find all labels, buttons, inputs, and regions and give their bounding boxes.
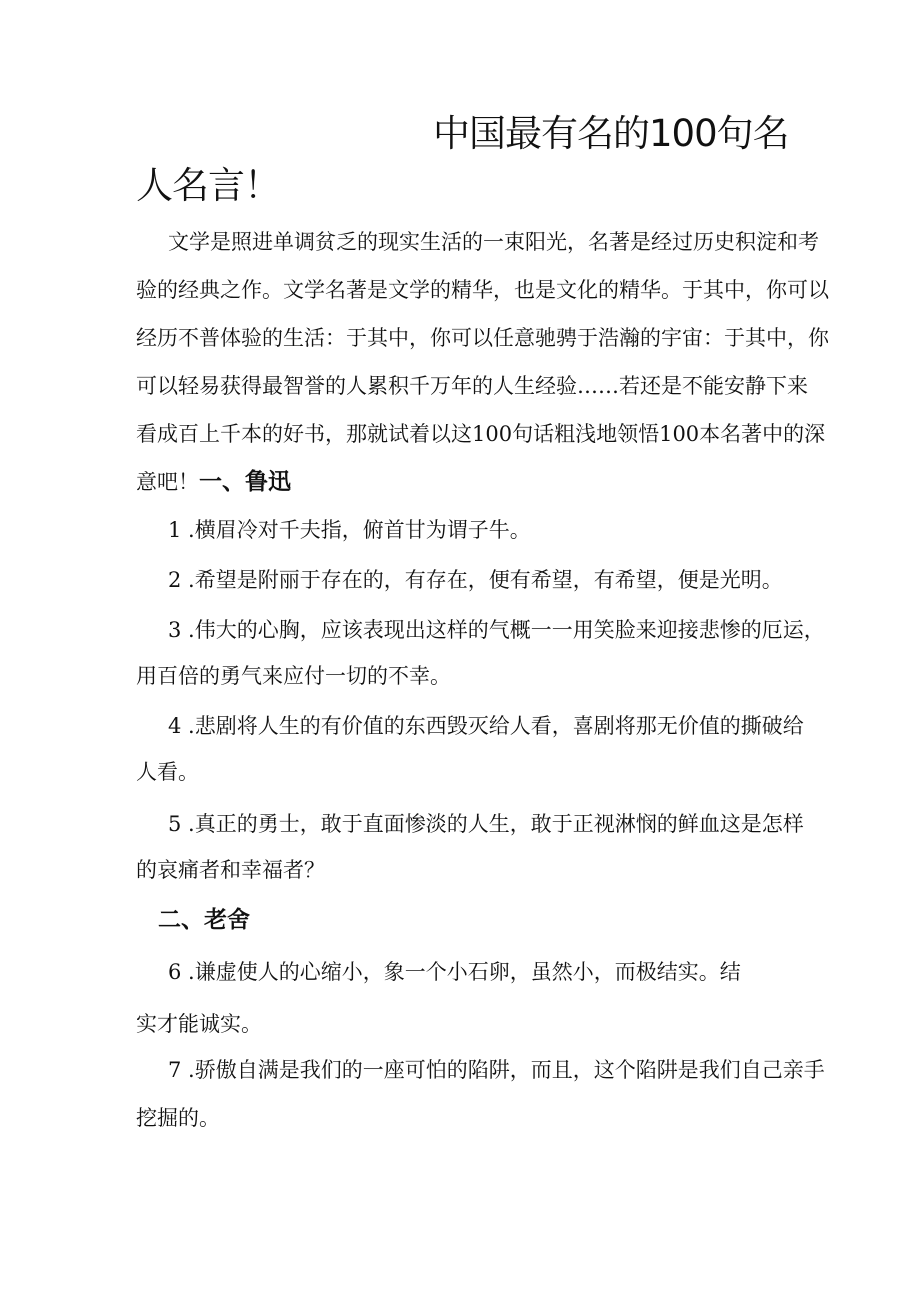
quote-item-3-cont: 用百倍的勇气来应付一切的不幸。 [136, 664, 451, 688]
intro-line: 看成百上千本的好书，那就试着以这100句话粗浅地领悟100本名著中的深 [136, 422, 826, 446]
quote-item-4: 4 .悲剧将人生的有价值的东西毁灭给人看，喜剧将那无价值的撕破给 [168, 714, 804, 738]
intro-line: 经历不普体验的生活：于其中，你可以任意驰骋于浩瀚的宇宙：于其中，你 [136, 326, 829, 350]
section-heading-luxun: 一、鲁迅 [199, 469, 291, 495]
quote-item-5-cont: 的哀痛者和幸福者？ [136, 858, 325, 882]
quote-item-7-cont: 挖掘的。 [136, 1106, 220, 1130]
intro-line: 可以轻易获得最智誉的人累积千万年的人生经验……若还是不能安静下来 [136, 374, 808, 398]
quote-item-5: 5 .真正的勇士，敢于直面惨淡的人生，敢于正视淋悯的鲜血这是怎样 [168, 812, 804, 836]
section-heading-laoshe: 二、老舍 [158, 907, 250, 933]
intro-line: 文学是照进单调贫乏的现实生活的一束阳光，名著是经过历史积淀和考 [168, 230, 819, 254]
intro-line-end: 意吧！ [136, 470, 199, 494]
quote-item-7: 7 .骄傲自满是我们的一座可怕的陷阱，而且，这个陷阱是我们自己亲手 [168, 1058, 825, 1082]
quote-item-1: 1 .横眉冷对千夫指，俯首甘为谓子牛。 [168, 518, 531, 542]
quote-item-2: 2 .希望是附丽于存在的，有存在，便有希望，有希望，便是光明。 [168, 568, 783, 592]
intro-line: 验的经典之作。文学名著是文学的精华，也是文化的精华。于其中，你可以 [136, 278, 829, 302]
quote-item-4-cont: 人看。 [136, 760, 199, 784]
quote-item-6: 6 .谦虚使人的心缩小，象一个小石卵，虽然小，而极结实。结 [168, 960, 741, 984]
intro-last-line [136, 458, 291, 506]
quote-item-6-cont: 实才能诚实。 [136, 1012, 262, 1036]
page-title-line1: 中国最有名的100句名 [433, 112, 789, 155]
quote-item-3: 3 .伟大的心胸，应该表现出这样的气概一一用笑脸来迎接悲惨的厄运， [168, 618, 825, 642]
page-title-line2: 人名言！ [136, 164, 280, 207]
